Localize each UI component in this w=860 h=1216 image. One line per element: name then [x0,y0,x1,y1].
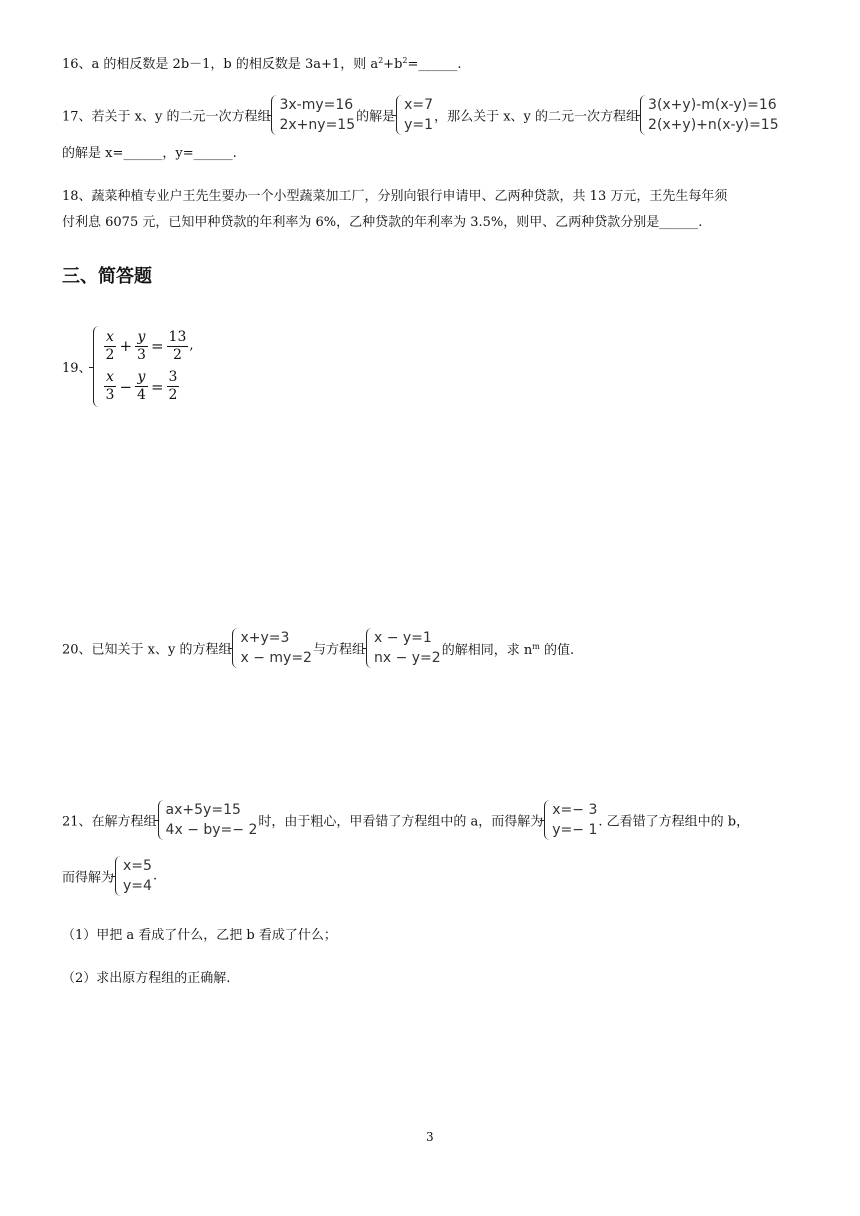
equation: x=7 [404,97,434,113]
equation: 2x+ny=15 [279,117,356,133]
q21-mid: 时，由于粗心，甲看错了方程组中的 a，而得解为 [258,814,544,830]
denominator: 2 [173,346,182,363]
numerator: 3 [168,369,178,385]
denominator: 2 [105,346,115,363]
q21-system-2 [544,800,597,840]
question-19 [62,326,195,407]
numerator: x [104,329,117,347]
equation: y=4 [123,878,152,894]
q21-system-3 [115,856,152,896]
q21-part-2: （2）求出原方程组的正确解. [62,971,231,986]
page-number: 3 [426,1130,434,1144]
q17-prefix: 17、若关于 x、y 的二元一次方程组 [62,109,271,125]
q17-system-1 [271,95,355,135]
operator: + [119,337,133,355]
q16-text-a: 16、a 的相反数是 2b－1，b 的相反数是 3a+1，则 a [62,57,379,72]
equation: x+y=3 [240,630,290,646]
q20-suffix-b: 的值. [539,642,575,658]
equation: 2(x+y)+n(x-y)=15 [648,117,779,133]
q20-prefix: 20、已知关于 x、y 的方程组 [62,642,232,658]
equation: 3(x+y)-m(x-y)=16 [648,97,777,113]
fraction [135,369,148,404]
operator: − [119,377,133,396]
fraction [104,369,117,404]
q21-system-1 [158,800,258,840]
equation: x − y=1 [373,630,432,646]
q16-exp2: 2 [402,56,408,65]
q19-label: 19、 [62,361,92,376]
q17-mid1: 的解是 [356,109,396,125]
equation: y=− 1 [552,822,598,838]
q21-line2-suffix: . [152,868,158,884]
equation: x=5 [123,858,152,874]
question-21 [62,800,749,840]
numerator: y [135,329,148,347]
q19-equation-2 [103,367,194,408]
equation: y=1 [404,117,434,133]
denominator: 2 [168,387,178,403]
q16-text-b: +b [383,57,403,72]
q20-mid: 与方程组 [312,642,365,658]
equation: x − my=2 [240,650,312,666]
q18-line-1: 18、蔬菜种植专业户王先生要办一个小型蔬菜加工厂，分别向银行申请甲、乙两种贷款，共 13 万元，王先生每年须 [62,189,728,204]
equation: 3x-my=16 [279,97,354,113]
fraction [135,329,148,364]
fraction [104,329,117,364]
numerator: 13 [168,328,187,345]
equals-sign: = [150,377,164,396]
fraction [167,369,180,404]
q19-equation-1 [103,326,194,367]
q17-system-2 [396,95,433,135]
question-17 [62,95,780,135]
fraction [167,329,189,364]
q20-suffix-a: 的解相同，求 n [441,642,533,658]
equation: nx − y=2 [373,650,441,666]
q20-exponent: m [532,641,540,651]
equals-sign: = [150,337,164,355]
q20-system-2 [366,628,441,668]
question-20 [62,628,574,668]
q17-mid2: ，那么关于 x、y 的二元一次方程组 [434,109,640,125]
section-heading: 三、简答题 [62,266,152,287]
q20-system-1 [232,628,311,668]
q21-part-1: （1）甲把 a 看成了什么，乙把 b 看成了什么； [62,928,337,943]
numerator: x [104,369,117,387]
q16-exp1: 2 [378,56,384,65]
denominator: 3 [105,387,115,403]
q17-system-3 [640,95,779,135]
q16-text-c: =______. [407,57,462,72]
denominator: 4 [137,387,146,403]
question-16 [62,56,462,74]
q21-suffix: . 乙看错了方程组中的 b， [598,814,750,830]
equation: ax+5y=15 [165,802,241,818]
equation: 4x − by=− 2 [165,822,258,838]
comma: , [189,338,194,353]
q21-line2-prefix: 而得解为 [62,870,115,886]
q18-line-2: 付利息 6075 元，已知甲种贷款的年利率为 6%，乙种贷款的年利率为 3.5%，则甲、乙两种贷款分别是______. [62,215,703,230]
q21-line-2 [62,856,157,896]
q17-answer-line: 的解是 x=______，y=______. [62,146,237,161]
q19-system [93,326,194,407]
equation: x=− 3 [552,802,598,818]
denominator: 3 [137,346,146,363]
q21-prefix: 21、在解方程组 [62,814,157,830]
numerator: y [135,369,148,387]
